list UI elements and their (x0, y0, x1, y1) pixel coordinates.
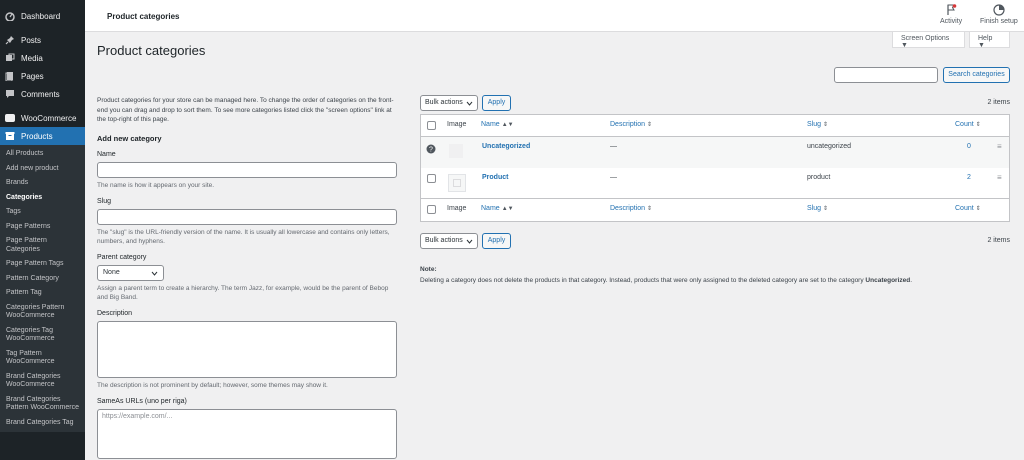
progress-circle-icon (993, 4, 1005, 16)
activity-button[interactable] (940, 4, 962, 25)
description-help: The description is not prominent by default; however, some themes may show it. (97, 381, 328, 389)
table-row (421, 168, 1009, 199)
slug-description: The "slug" is the URL-friendly version of the name. It is usually all lowercase and contains only letters, numbers, and hyphens. (97, 228, 390, 245)
note-uncategorized: Uncategorized (865, 277, 911, 284)
name-description: The name is how it appears on your site. (97, 181, 215, 189)
submenu-page-pattern-categories[interactable]: Page Pattern Categories (6, 237, 47, 253)
parent-category-select[interactable] (97, 265, 164, 281)
submenu-page-pattern-tags[interactable]: Page Pattern Tags (6, 260, 64, 267)
help-button[interactable]: Help ▼ (969, 32, 1010, 48)
note-body: Deleting a category does not delete the products in that category. Instead, products that were only assigned to the deleted category are set to the category (420, 277, 864, 284)
slug-label: Slug (97, 197, 112, 205)
chevron-down-icon (466, 238, 473, 245)
menu-pages-label: Pages (21, 71, 44, 81)
column-slug-label: Slug (807, 121, 822, 128)
note-end: . (910, 277, 913, 284)
submenu-brands[interactable]: Brands (6, 179, 29, 186)
column-slug[interactable] (807, 205, 828, 212)
submenu-pattern-category[interactable]: Pattern Category (6, 274, 59, 282)
parent-category-value: None (103, 268, 120, 276)
menu-posts-label: Posts (21, 35, 42, 45)
page-title: Product categories (97, 43, 206, 58)
category-name-link[interactable]: Product (482, 174, 509, 181)
dashboard-icon (5, 11, 15, 21)
category-thumbnail (449, 144, 463, 158)
slug-input[interactable] (97, 209, 397, 225)
drag-handle-icon[interactable]: ≡ (997, 173, 1002, 182)
menu-dashboard[interactable] (0, 7, 85, 25)
category-slug: uncategorized (807, 143, 851, 150)
description-label: Description (97, 309, 133, 317)
submenu-categories[interactable]: Categories (6, 193, 43, 201)
select-all-checkbox[interactable] (427, 121, 436, 130)
category-thumbnail (448, 174, 466, 192)
finish-setup-label: Finish setup (980, 18, 1018, 25)
note-title: Note: (420, 266, 437, 273)
pin-icon (5, 35, 15, 45)
column-slug-label: Slug (807, 205, 822, 212)
bulk-actions-top (420, 95, 511, 111)
submenu-brand-categories-tag[interactable]: Brand Categories Tag (6, 418, 74, 426)
bulk-actions-bottom (420, 233, 511, 249)
submenu-page-patterns[interactable]: Page Patterns (6, 222, 51, 230)
sort-icon: ▲▼ (501, 122, 514, 128)
search-input[interactable] (834, 67, 938, 83)
column-description-label: Description (610, 205, 646, 212)
table-header (421, 115, 1009, 137)
comment-icon (5, 89, 15, 99)
column-count-label: Count (955, 205, 974, 212)
column-name-label: Name (481, 121, 500, 128)
submenu-add-new-product[interactable]: Add new product (6, 164, 59, 172)
name-input[interactable] (97, 162, 397, 178)
pages-icon (5, 71, 15, 81)
column-name-label: Name (481, 205, 500, 212)
items-count-top: 2 items (987, 99, 1010, 106)
archive-icon (5, 131, 15, 141)
note-text (420, 275, 912, 286)
screen-options-button[interactable]: Screen Options ▼ (892, 32, 965, 48)
chevron-down-icon (151, 270, 158, 277)
bulk-actions-select[interactable] (420, 95, 478, 111)
menu-comments[interactable] (0, 85, 85, 103)
description-textarea[interactable] (97, 321, 397, 378)
admin-sidebar (0, 0, 85, 460)
column-description[interactable] (610, 121, 652, 128)
name-label: Name (97, 150, 116, 158)
apply-button[interactable]: Apply (482, 233, 511, 249)
column-name[interactable] (481, 121, 514, 128)
sort-icon: ⇕ (975, 122, 981, 128)
intro-text: Product categories for your store can be managed here. To change the order of categories on the front-end you can drag and drop to sort them. To see more categories listed click the "screen options" link at the top-right of this page. (97, 97, 394, 123)
category-description: — (610, 143, 617, 150)
drag-handle-icon[interactable]: ≡ (997, 142, 1002, 151)
menu-products-label: Products (21, 131, 53, 141)
column-description[interactable] (610, 205, 652, 212)
submenu-all-products[interactable]: All Products (6, 150, 44, 157)
column-count-label: Count (955, 121, 974, 128)
category-slug: product (807, 174, 831, 181)
sort-icon: ⇕ (823, 122, 829, 128)
select-all-checkbox-footer[interactable] (427, 205, 436, 214)
submenu-tags[interactable]: Tags (6, 208, 21, 215)
menu-products[interactable] (0, 127, 85, 145)
search-categories-button[interactable]: Search categories (943, 67, 1010, 83)
flag-icon (945, 4, 957, 16)
sort-icon: ⇕ (975, 206, 981, 212)
category-name-link[interactable]: Uncategorized (482, 143, 531, 150)
categories-table (420, 114, 1010, 222)
menu-comments-label: Comments (21, 89, 60, 99)
form-heading: Add new category (97, 133, 162, 143)
submenu-categories-pattern-woocommerce[interactable]: Categories Pattern WooCommerce (6, 303, 65, 319)
media-icon (5, 53, 15, 63)
table-row (421, 137, 1009, 168)
sameas-textarea[interactable]: https://example.com/... (97, 409, 397, 459)
sameas-label: SameAs URLs (uno per riga) (97, 397, 187, 405)
menu-posts[interactable] (0, 31, 85, 49)
menu-woocommerce[interactable] (0, 109, 85, 127)
column-name[interactable] (481, 205, 514, 212)
menu-media-label: Media (21, 53, 43, 63)
delete-note (420, 264, 912, 286)
menu-media[interactable] (0, 49, 85, 67)
column-image: Image (447, 205, 467, 212)
woocommerce-header (85, 0, 1024, 32)
submenu-tag-pattern-woocommerce[interactable]: Tag Pattern WooCommerce (6, 349, 55, 365)
activity-label: Activity (940, 18, 963, 25)
chevron-down-icon (466, 100, 473, 107)
category-description: — (610, 174, 617, 181)
category-count-link[interactable]: 2 (967, 174, 971, 181)
parent-category-description: Assign a parent term to create a hierarchy. The term Jazz, for example, would be the parent of Bebop and Big Band. (97, 284, 389, 301)
menu-dashboard-label: Dashboard (21, 11, 61, 21)
svg-text:?: ? (429, 146, 433, 154)
submenu-brand-categories-pattern-woocommerce[interactable]: Brand Categories Pattern WooCommerce (6, 395, 80, 411)
woocommerce-icon (5, 114, 15, 122)
items-count-bottom: 2 items (987, 237, 1010, 244)
help-circle-icon (426, 144, 436, 154)
sort-icon: ⇕ (647, 122, 653, 128)
products-submenu (0, 145, 85, 432)
parent-category-label: Parent category (97, 253, 147, 261)
table-footer (421, 199, 1009, 221)
submenu-pattern-tag[interactable]: Pattern Tag (6, 289, 42, 296)
column-slug[interactable] (807, 121, 828, 128)
apply-button[interactable]: Apply (482, 95, 511, 111)
bulk-actions-select[interactable] (420, 233, 478, 249)
category-count-link[interactable]: 0 (967, 143, 971, 150)
submenu-categories-tag-woocommerce[interactable]: Categories Tag WooCommerce (6, 326, 55, 342)
bulk-actions-label: Bulk actions (425, 99, 463, 106)
sort-icon: ▲▼ (501, 206, 514, 212)
header-title: Product categories (107, 12, 180, 21)
add-category-form (97, 96, 399, 459)
column-description-label: Description (610, 121, 646, 128)
sort-icon: ⇕ (823, 206, 829, 212)
bulk-actions-label: Bulk actions (425, 237, 463, 244)
submenu-brand-categories-woocommerce[interactable]: Brand Categories WooCommerce (6, 372, 61, 388)
menu-pages[interactable] (0, 67, 85, 85)
menu-woocommerce-label: WooCommerce (21, 113, 77, 123)
column-image: Image (447, 121, 467, 128)
row-checkbox[interactable] (427, 174, 436, 183)
column-count[interactable] (955, 121, 981, 128)
finish-setup-button[interactable] (980, 4, 1018, 25)
column-count[interactable] (955, 205, 981, 212)
sort-icon: ⇕ (647, 206, 653, 212)
